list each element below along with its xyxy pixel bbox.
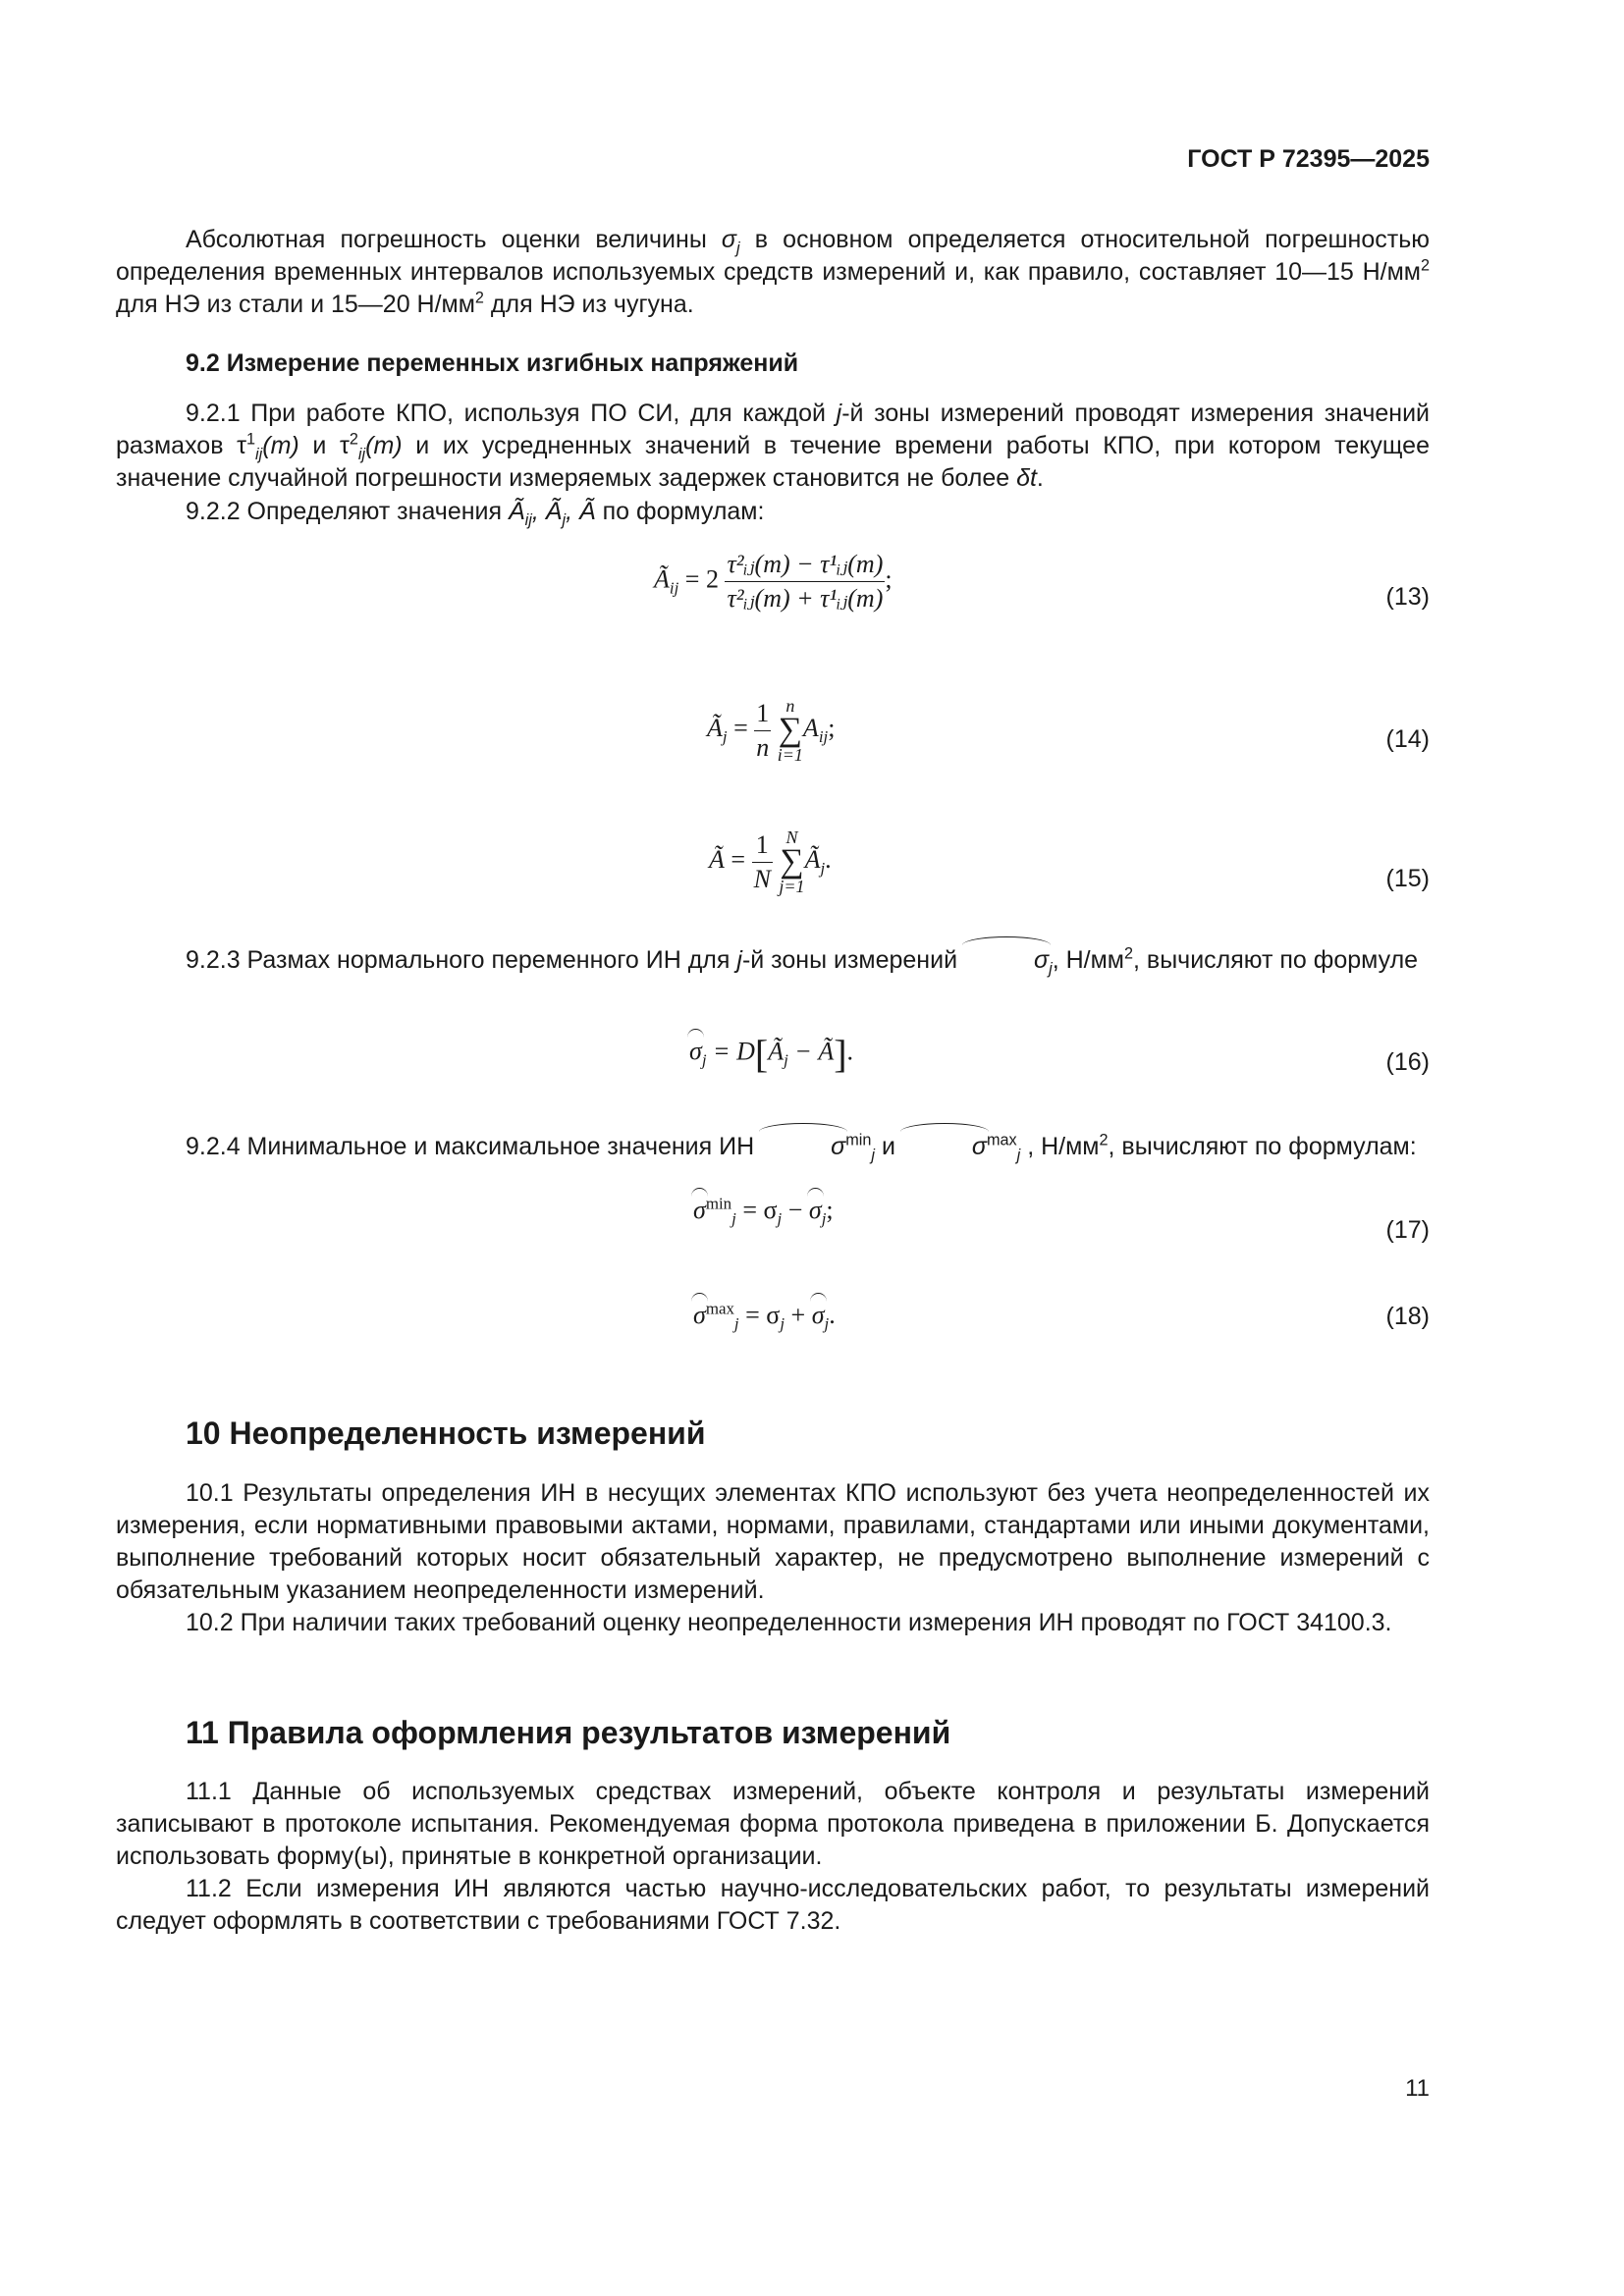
formula-13-fraction: $\frac{\text{τ²ᵢⱼ(m) − τ¹ᵢⱼ(m)}}{\text{τ²ᵢⱼ(m) + τ¹ᵢⱼ(m)}}$ xyxy=(727,550,884,613)
paragraph-11-2: 11.2 Если измерения ИН являются частью научно-исследовательских работ, то результаты измерений следует оформлять в соответствии с требованиями ГОСТ 7.32. xyxy=(116,1875,1430,1935)
equation-number-13: (13) xyxy=(1385,583,1430,611)
summation-sign: N ∑ j=1 xyxy=(779,828,805,896)
section-9-2-heading: 9.2 Измерение переменных изгибных напряжений xyxy=(186,349,799,377)
formula-13: $Ã_{ij} = 2$ $\frac{\text{τ²ᵢⱼ(m) − τ¹ᵢⱼ(m)}}{\text{τ²ᵢⱼ(m) + τ¹ᵢⱼ(m)}}$ ; xyxy=(654,550,893,613)
equation-number-14: (14) xyxy=(1385,725,1430,753)
paragraph-9-2-1: 9.2.1 При работе КПО, используя ПО СИ, для каждой j-й зоны измерений проводят измерения значений размахов $\tau^1_{ij}(m)$ и $\tau^2_{ij}(m)$ и их усредненных значений в течение времени работы КПО, при котором текущее значение случайной погрешности измеряемых задержек становится не более δt. xyxy=(116,400,1430,492)
paragraph-10-2: 10.2 При наличии таких требований оценку неопределенности измерения ИН проводят по ГОСТ 34100.3. xyxy=(186,1609,1392,1636)
formula-16: $\sigma_j$ = $D[Ã_j$ − Ã]. xyxy=(689,1032,854,1076)
equation-number-16: (16) xyxy=(1385,1048,1430,1076)
formula-17: $\sigma^{min}_j = \sigma_j - \sigma_j$; xyxy=(693,1194,834,1229)
equation-number-17: (17) xyxy=(1385,1216,1430,1244)
paragraph-9-2-2: 9.2.2 Определяют значения $Ã_{ij}$, $Ã_j$, Ã по формулам: xyxy=(186,498,765,529)
section-11-heading: 11 Правила оформления результатов измерений xyxy=(186,1715,951,1750)
formula-14: $Ã_j$ = $\frac{1}{n}$ n ∑ $i=1A_{ij}$; xyxy=(707,696,836,765)
formula-15: Ã = $\frac{1}{N}$ N ∑ $j=1Ã_j$. xyxy=(709,828,832,896)
document-header: ГОСТ Р 72395—2025 xyxy=(1187,145,1430,173)
formula-18: $\sigma^{max}_j = \sigma_j + \sigma_j$. xyxy=(693,1299,836,1334)
paragraph-9-2-3: 9.2.3 Размах нормального переменного ИН для j-й зоны измерений $\sigma_j$, $Н/мм^2$, вычисляют по формуле xyxy=(186,944,1419,978)
equation-number-18: (18) xyxy=(1385,1303,1430,1330)
equation-number-15: (15) xyxy=(1385,865,1430,892)
paragraph-11-1: 11.1 Данные об используемых средствах измерений, объекте контроля и результаты измерений записывают в протоколе испытания. Рекомендуемая форма протокола приведена в приложении Б. Допускается использовать форму(ы), принятые в конкретной организации. xyxy=(116,1778,1430,1870)
section-10-heading: 10 Неопределенность измерений xyxy=(186,1415,706,1451)
paragraph-9-2-4: 9.2.4 Минимальное и максимальное значения ИН $\sigma^{min}_j$ и $\sigma^{max}_j$ , $Н/мм^2$, вычисляют по формулам: xyxy=(186,1131,1417,1164)
page-number: 11 xyxy=(1405,2075,1430,2102)
paragraph-10-1: 10.1 Результаты определения ИН в несущих элементах КПО используют без учета неопределенностей их измерения, если нормативными правовыми актами, нормами, правилами, стандартами или иными документами, выполнение требований которых носит обязательный характер, не предусмотрено выполнение измерений с обязательным указанием неопределенности измерений. xyxy=(116,1479,1430,1604)
summation-sign: n ∑ i=1 xyxy=(777,696,803,765)
intro-paragraph: Абсолютная погрешность оценки величины $\sigma_j$ в основном определяется относительной погрешностью определения временных интервалов используемых средств измерений и, как правило, составляет 10—15 $Н/мм^2$ для НЭ из стали и 15—20 $Н/мм^2$ для НЭ из чугуна. xyxy=(116,226,1430,318)
